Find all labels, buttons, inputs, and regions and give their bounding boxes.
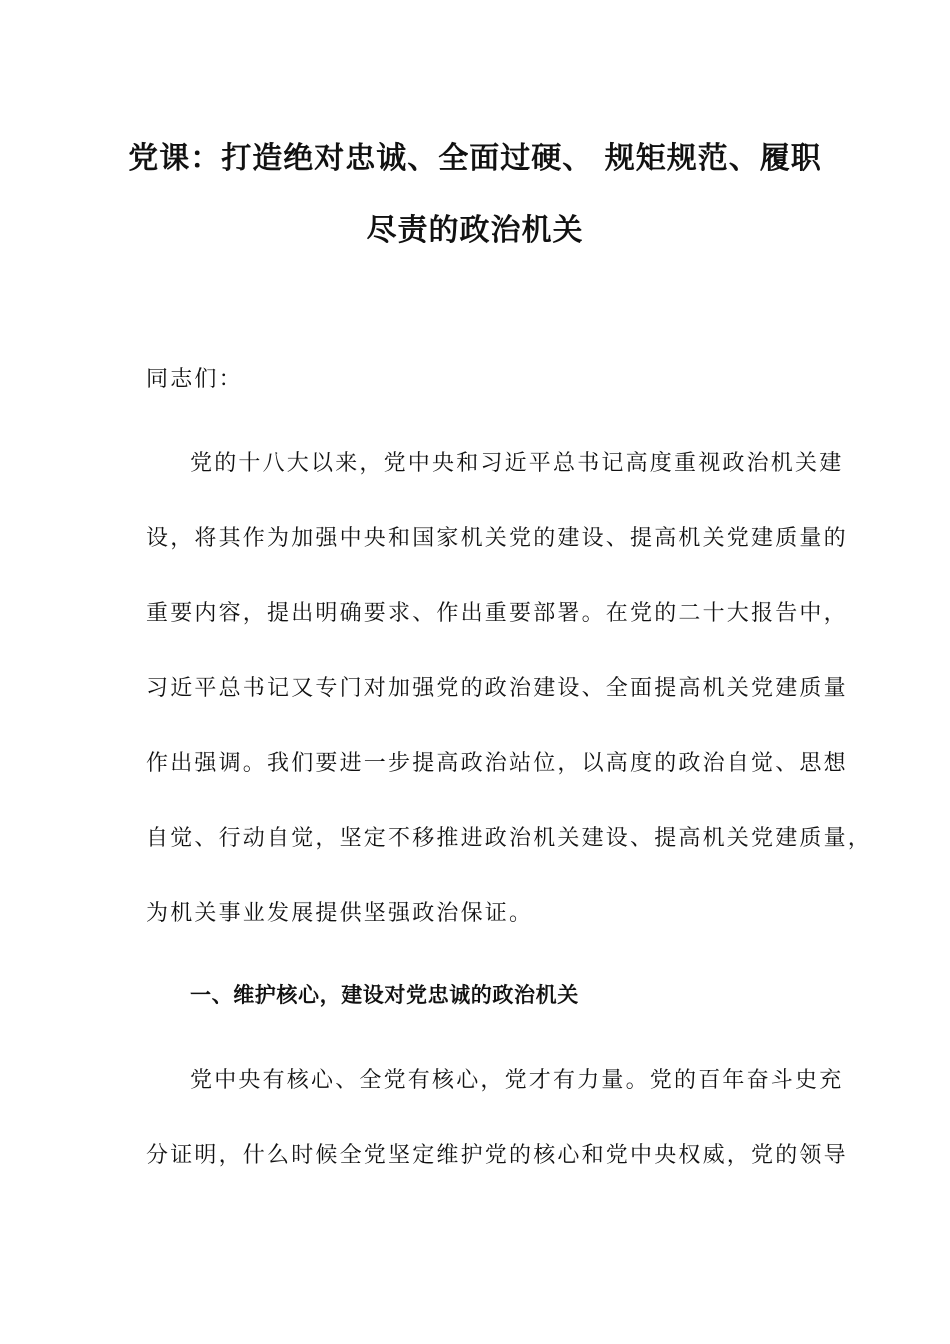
salutation: 同志们： <box>146 367 243 392</box>
paragraph-1-line-1: 党的十八大以来，党中央和习近平总书记高度重视政治机关建 <box>190 451 844 476</box>
paragraph-1-line-3: 重要内容，提出明确要求、作出重要部署。在党的二十大报告中， <box>146 601 848 626</box>
paragraph-2-line-2: 分证明，什么时候全党坚定维护党的核心和党中央权威，党的领导 <box>146 1143 848 1168</box>
paragraph-1-line-4: 习近平总书记又专门对加强党的政治建设、全面提高机关党建质量 <box>146 676 848 701</box>
paragraph-1-line-5: 作出强调。我们要进一步提高政治站位，以高度的政治自觉、思想 <box>146 751 848 776</box>
paragraph-2-line-1: 党中央有核心、全党有核心，党才有力量。党的百年奋斗史充 <box>190 1068 844 1093</box>
document-title-line-1: 党课：打造绝对忠诚、全面过硬、 规矩规范、履职 <box>128 141 822 176</box>
paragraph-1-line-6: 自觉、行动自觉，坚定不移推进政治机关建设、提高机关党建质量， <box>146 826 873 851</box>
document-title-line-2: 尽责的政治机关 <box>366 213 584 248</box>
paragraph-1-line-2: 设，将其作为加强中央和国家机关党的建设、提高机关党建质量的 <box>146 526 848 551</box>
paragraph-1-line-7: 为机关事业发展提供坚强政治保证。 <box>146 901 534 926</box>
section-1-heading: 一、维护核心，建设对党忠诚的政治机关 <box>190 983 579 1007</box>
